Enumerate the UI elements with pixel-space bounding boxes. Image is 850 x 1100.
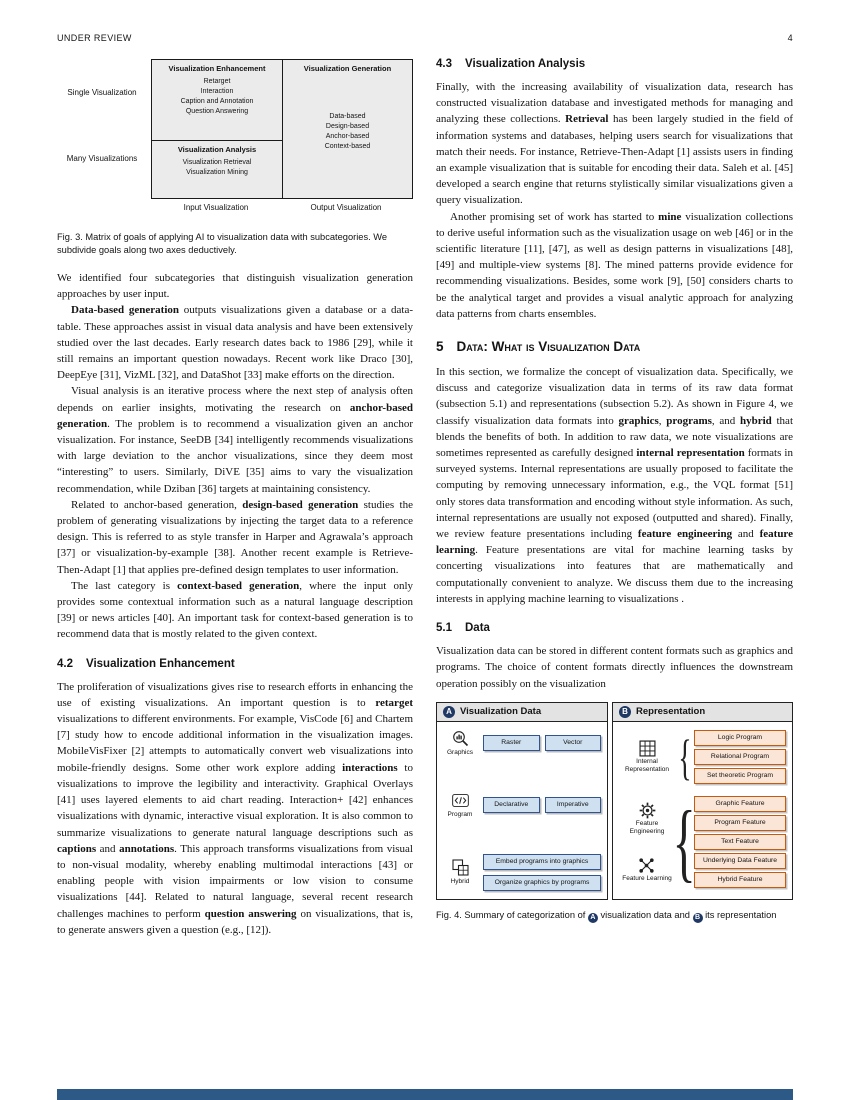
fig4-row-graphics	[443, 730, 601, 757]
section-title: Data: What is Visualization Data	[456, 339, 641, 355]
section-heading-4-2	[57, 658, 413, 670]
fig4-representation-box: Graphic Feature	[694, 796, 786, 812]
fig3-item: Context-based	[324, 142, 371, 150]
fig4-graphics-boxes	[483, 735, 601, 751]
badge-a: A	[443, 706, 455, 718]
fig4-representation-box: Program Feature	[694, 815, 786, 831]
fig4-panel-b-title: Representation	[636, 706, 706, 718]
fig3-item: Visualization Retrieval	[182, 159, 252, 166]
fig4-representation-box: Text Feature	[694, 834, 786, 850]
fig4-program-boxes	[483, 797, 601, 813]
figure-4	[436, 702, 793, 923]
badge-b: B	[619, 706, 631, 718]
badge-b-inline: B	[693, 913, 703, 923]
fig3-item: Anchor-based	[325, 132, 370, 140]
brace-icon	[677, 728, 692, 786]
fig4-feature-boxes	[694, 796, 786, 888]
fig3-cell-title: Visualization Analysis	[177, 145, 257, 154]
badge-a-inline: A	[588, 913, 598, 923]
paragraph: The proliferation of visualizations gives rise to research efforts in enhancing the use of existing visualizations. An important question is to retarget visualizations to different environments. For example, VisCode [6] and Chartem [7] study how to encode additional information in the visualization images. MobileVisFixer [2] attempts to automatically convert web visualizations into mobile-friendly designs. Some other work explore adding interactions to visualizations to improve the legibility and interactivity. Graphical Overlays [41] uses layered elements to aid chart reading. Interaction+ [42] enhances visualizations with dynamic, interactive visual exploration. It is also common to summarize visualizations to generate natural language descriptions such as captions and annotations. This approach transforms visualizations from visual to non-visual modality, whereby enabling multimodal interactions [43] or enabling people with vision impairments or low vision to consume visualizations [44]. Related to natural language, several recent research challenges machines to perform question answering on visualizations, that is, to generate answers given a question (e.g., [12]).	[57, 680, 413, 936]
paragraph: Data-based generation outputs visualizations given a database or a data-table. These approaches assist in visual data analysis and have been extensively studied over the last decades. Early research dates back to 1986 [29], while it still remains an important question nowadays. Recent work like Draco [30], DeepEye [31], VizML [32], and DataShot [33] make efforts on the direction.	[57, 304, 413, 382]
page-header	[57, 33, 793, 43]
paragraph: The last category is context-based generation, where the input only provides some contextual information such as a natural language description [39] or news articles [40]. An important task for context-based generation is to recommend data that is mostly related to the given context.	[57, 579, 414, 641]
fig4-data-box: Imperative	[545, 797, 602, 813]
fig3-cell-title: Visualization Generation	[303, 64, 392, 73]
fig4-panel-a-title: Visualization Data	[460, 706, 542, 718]
fig4-label-feature-engineering: Feature Engineering	[629, 820, 665, 835]
fig3-cell-analysis	[152, 141, 282, 198]
code-icon	[452, 792, 469, 809]
fig3-cell-items	[285, 77, 410, 196]
fig3-item: Data-based	[329, 112, 366, 120]
fig4-panel-visualization-data	[436, 702, 608, 900]
right-column	[436, 56, 793, 923]
paragraph: We identified four subcategories that distinguish visualization generation approaches by user input.	[57, 272, 413, 301]
page-number: 4	[787, 33, 793, 43]
fig4-internal-representation-boxes	[694, 730, 786, 784]
fig3-cell-generation	[283, 60, 412, 198]
section-number: 4.3	[436, 58, 452, 70]
paragraph: Related to anchor-based generation, design-based generation studies the problem of generating visualizations by injecting the target data to a reference design. This is referred to as style transfer in Harper and Agrawala’s approach [37] or visualization-by-example [38]. Another recent example is Retrieve-Then-Adapt [1] that applies pre-defined design templates to user information.	[57, 498, 413, 576]
fig3-caption: Fig. 3. Matrix of goals of applying AI to visualization data with subcategories. We subdivide goals along two axes deductively.	[57, 232, 388, 255]
fig4-row-program	[443, 792, 601, 819]
section-title: Visualization Enhancement	[86, 657, 235, 670]
network-icon	[638, 857, 655, 874]
fig4-caption-text: its representation	[702, 909, 777, 920]
fig4-hybrid-boxes	[483, 854, 601, 891]
section-heading-4-3	[436, 58, 793, 70]
fig4-panel-representation	[612, 702, 793, 900]
fig3-cell-enhancement	[152, 60, 282, 141]
fig4-label-feature-learning: Feature Learning	[622, 874, 672, 882]
fig4-group-features	[619, 792, 786, 893]
fig3-col-label-output: Output Visualization	[310, 203, 382, 212]
gear-icon	[639, 802, 656, 819]
fig3-col-label-input: Input Visualization	[183, 203, 249, 212]
fig4-caption	[436, 909, 793, 923]
fig4-group-internal-representation	[619, 728, 786, 786]
fig3-item: Retarget	[203, 78, 231, 85]
fig3-input-column	[152, 60, 283, 198]
fig3-item: Caption and Annotation	[180, 98, 254, 105]
section-number: 5	[436, 339, 444, 355]
fig4-data-box: Raster	[483, 735, 540, 751]
running-head: UNDER REVIEW	[57, 33, 132, 43]
fig4-panel-b-header	[613, 703, 792, 722]
fig4-data-box: Declarative	[483, 797, 540, 813]
fig4-label-program: Program	[447, 810, 473, 818]
figure-3	[57, 56, 413, 256]
fig3-item: Question Answering	[185, 108, 249, 115]
brace-icon	[677, 792, 692, 893]
fig4-caption-text: visualization data and	[597, 909, 693, 920]
fig4-representation-box: Hybrid Feature	[694, 872, 786, 888]
hybrid-icon	[452, 859, 469, 876]
fig4-label-graphics: Graphics	[446, 748, 473, 756]
fig4-representation-box: Set theoretic Program	[694, 768, 786, 784]
section-number: 4.2	[57, 657, 73, 670]
fig3-cell-items	[154, 158, 280, 178]
paragraph: Finally, with the increasing availability of visualization data, research has constructed visualization database and investigated methods for managing and analyzing these collections. Retrieval has been largely studied in the field of information systems and databases, helping users search for visualizations that match their needs. For instance, Retrieve-Then-Adapt [1] assists users in finding an example visualization that is suitable for encoding their data. Saleh et al. [45] developed a search engine that returns stylistically similar visualizations given a query visualization.	[436, 81, 793, 207]
fig3-row-label-many: Many Visualizations	[66, 154, 138, 163]
fig4-label-internal-representation: Internal Representation	[624, 758, 670, 773]
fig4-representation-box: Relational Program	[694, 749, 786, 765]
fig4-representation-box: Underlying Data Feature	[694, 853, 786, 869]
fig3-cell-title: Visualization Enhancement	[168, 64, 266, 73]
table-grid-icon	[639, 740, 656, 757]
section-title: Data	[465, 622, 490, 635]
chart-magnifier-icon	[452, 730, 469, 747]
paragraph: In this section, we formalize the concept of visualization data. Specifically, we discuss and categorize visualization data in terms of its raw data format (subsection 5.1) and representations (subsection 5.2). As shown in Figure 4, we classify visualization data formats into graphics, programs, and hybrid that blends the benefits of both. In addition to raw data, we note visualizations are sometimes represented as carefully designed internal representation formats in surveyed systems. Internal representations are usually proposed to facilitate the computing by removing unnecessary information, e.g., the VQL format [51] only stores data transformation and encoding without style information. As such, internal representations are usually not exposed (outputted and shared). Finally, we review feature presentations including feature engineering and feature learning. Feature presentations are vital for machine learning tasks by concerting visualizations into features that are mathematically and computationally convenient to analyze. We discuss them due to the increasing interests in applying machine learning to visualizations .	[436, 366, 794, 605]
paragraph: Visual analysis is an iterative process where the next step of analysis often depends on earlier insights, motivating the research on anchor-based generation. The problem is to recommend a visualization given an anchor visualization. For instance, SeeDB [34] intelligently recommends visualizations with large deviation to the anchor visualizations, since they deem most “interesting” to users. Similarly, DiVE [35] aims to vary the visualization recommendation, while Dziban [36] targets at maintaining consistency.	[57, 385, 413, 495]
left-column	[57, 56, 413, 938]
fig4-data-box: Embed programs into graphics	[483, 854, 601, 870]
fig4-data-box: Organize graphics by programs	[483, 875, 601, 891]
section-heading-5-1	[436, 622, 793, 634]
bottom-strip	[57, 1089, 793, 1100]
fig4-panel-a-header	[437, 703, 607, 722]
paragraph: Another promising set of work has started to mine visualization collections to derive useful information such as the visualization usage on web [46] or in the scientific literature [11], [47], as well as design patterns in visualizations [48], [49] and multiple-view systems [8]. The mined patterns provide evidence for recommending visualizations. Besides, some work [9], [50] considers charts to be the analytical target and provides a visual analytic approach for analyzing data patterns from charts ensembles.	[436, 210, 793, 320]
section-number: 5.1	[436, 622, 452, 635]
section-title: Visualization Analysis	[465, 58, 586, 70]
fig4-representation-box: Logic Program	[694, 730, 786, 746]
fig3-row-label-single: Single Visualization	[67, 88, 137, 97]
fig3-item: Visualization Mining	[186, 169, 248, 176]
fig4-label-hybrid: Hybrid	[450, 877, 470, 885]
fig3-item: Interaction	[200, 88, 234, 95]
fig4-caption-text: Fig. 4. Summary of categorization of	[436, 909, 588, 920]
fig3-item: Design-based	[325, 122, 370, 130]
paragraph: Visualization data can be stored in different content formats such as graphics and programs. The choice of content formats directly influences the downstream operation possibly on the visualization	[436, 645, 793, 690]
fig3-cell-items	[154, 77, 280, 117]
fig4-row-hybrid	[443, 854, 601, 891]
fig3-diagram	[57, 56, 413, 214]
fig3-matrix	[151, 59, 413, 199]
fig4-data-box: Vector	[545, 735, 602, 751]
section-heading-5	[436, 339, 793, 354]
